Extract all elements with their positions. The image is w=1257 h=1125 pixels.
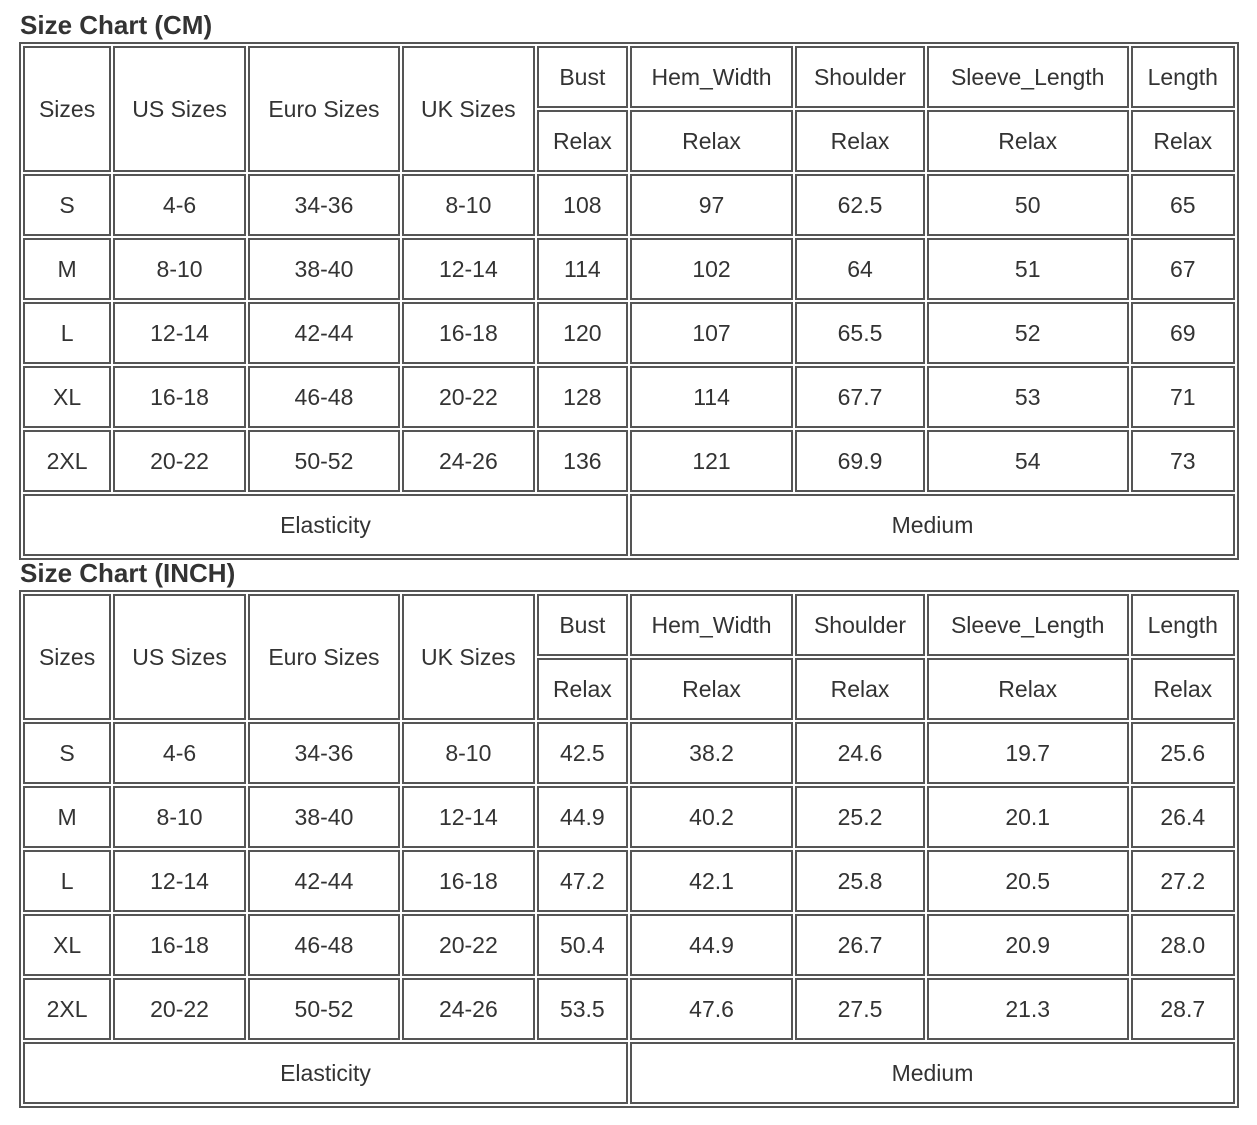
cell-hem-width: 38.2 (630, 722, 793, 784)
header-hem-width: Hem_Width (630, 46, 793, 108)
cell-bust: 120 (537, 302, 628, 364)
cell-size: 2XL (23, 430, 111, 492)
header-sleeve-length: Sleeve_Length (927, 594, 1129, 656)
cell-shoulder: 62.5 (795, 174, 925, 236)
cell-hem-width: 97 (630, 174, 793, 236)
cell-euro-size: 46-48 (248, 366, 400, 428)
cell-size: M (23, 786, 111, 848)
fit-hem-width: Relax (630, 110, 793, 172)
cell-length: 71 (1131, 366, 1235, 428)
cell-bust: 114 (537, 238, 628, 300)
footer-row (23, 1042, 1235, 1104)
cell-uk-size: 12-14 (402, 786, 535, 848)
cell-us-size: 8-10 (113, 238, 246, 300)
cell-uk-size: 24-26 (402, 978, 535, 1040)
cell-length: 69 (1131, 302, 1235, 364)
header-us-sizes: US Sizes (113, 46, 246, 172)
fit-length: Relax (1131, 110, 1235, 172)
cell-size: XL (23, 914, 111, 976)
header-row (23, 46, 1235, 108)
table-row (23, 978, 1235, 1040)
footer-row (23, 494, 1235, 556)
cell-euro-size: 50-52 (248, 978, 400, 1040)
cell-bust: 128 (537, 366, 628, 428)
cell-length: 73 (1131, 430, 1235, 492)
fit-sleeve-length: Relax (927, 658, 1129, 720)
fit-bust: Relax (537, 658, 628, 720)
size-table (19, 590, 1239, 1108)
header-uk-sizes: UK Sizes (402, 46, 535, 172)
size-chart-inch (19, 556, 1239, 1108)
header-sleeve-length: Sleeve_Length (927, 46, 1129, 108)
cell-shoulder: 65.5 (795, 302, 925, 364)
table-row (23, 430, 1235, 492)
table-row (23, 174, 1235, 236)
cell-euro-size: 50-52 (248, 430, 400, 492)
cell-shoulder: 24.6 (795, 722, 925, 784)
header-shoulder: Shoulder (795, 594, 925, 656)
cell-hem-width: 121 (630, 430, 793, 492)
header-bust: Bust (537, 594, 628, 656)
header-shoulder: Shoulder (795, 46, 925, 108)
cell-uk-size: 20-22 (402, 914, 535, 976)
cell-hem-width: 40.2 (630, 786, 793, 848)
cell-size: S (23, 722, 111, 784)
cell-euro-size: 38-40 (248, 786, 400, 848)
cell-shoulder: 25.8 (795, 850, 925, 912)
fit-hem-width: Relax (630, 658, 793, 720)
cell-uk-size: 20-22 (402, 366, 535, 428)
cell-shoulder: 67.7 (795, 366, 925, 428)
cell-length: 65 (1131, 174, 1235, 236)
cell-size: M (23, 238, 111, 300)
cell-length: 28.7 (1131, 978, 1235, 1040)
cell-sleeve-length: 20.9 (927, 914, 1129, 976)
header-uk-sizes: UK Sizes (402, 594, 535, 720)
cell-us-size: 20-22 (113, 978, 246, 1040)
cell-uk-size: 24-26 (402, 430, 535, 492)
cell-bust: 47.2 (537, 850, 628, 912)
header-length: Length (1131, 46, 1235, 108)
header-row (23, 594, 1235, 656)
cell-uk-size: 8-10 (402, 174, 535, 236)
cell-hem-width: 107 (630, 302, 793, 364)
cell-shoulder: 27.5 (795, 978, 925, 1040)
cell-bust: 136 (537, 430, 628, 492)
cell-length: 28.0 (1131, 914, 1235, 976)
table-row (23, 850, 1235, 912)
cell-euro-size: 34-36 (248, 174, 400, 236)
cell-us-size: 12-14 (113, 850, 246, 912)
table-row (23, 914, 1235, 976)
cell-sleeve-length: 21.3 (927, 978, 1129, 1040)
cell-uk-size: 8-10 (402, 722, 535, 784)
cell-euro-size: 42-44 (248, 302, 400, 364)
cell-size: 2XL (23, 978, 111, 1040)
cell-sleeve-length: 19.7 (927, 722, 1129, 784)
cell-size: L (23, 302, 111, 364)
cell-sleeve-length: 53 (927, 366, 1129, 428)
cell-hem-width: 47.6 (630, 978, 793, 1040)
cell-euro-size: 34-36 (248, 722, 400, 784)
cell-length: 67 (1131, 238, 1235, 300)
fit-sleeve-length: Relax (927, 110, 1129, 172)
cell-us-size: 16-18 (113, 366, 246, 428)
chart-title: Size Chart (INCH) (20, 558, 236, 588)
cell-bust: 53.5 (537, 978, 628, 1040)
cell-us-size: 20-22 (113, 430, 246, 492)
cell-uk-size: 16-18 (402, 850, 535, 912)
cell-us-size: 4-6 (113, 174, 246, 236)
cell-size: L (23, 850, 111, 912)
header-euro-sizes: Euro Sizes (248, 46, 400, 172)
header-sizes: Sizes (23, 594, 111, 720)
cell-us-size: 16-18 (113, 914, 246, 976)
table-row (23, 366, 1235, 428)
elasticity-label: Elasticity (23, 494, 628, 556)
cell-sleeve-length: 54 (927, 430, 1129, 492)
cell-sleeve-length: 52 (927, 302, 1129, 364)
cell-sleeve-length: 51 (927, 238, 1129, 300)
cell-sleeve-length: 20.1 (927, 786, 1129, 848)
cell-uk-size: 16-18 (402, 302, 535, 364)
cell-us-size: 12-14 (113, 302, 246, 364)
cell-bust: 50.4 (537, 914, 628, 976)
table-row (23, 302, 1235, 364)
cell-euro-size: 46-48 (248, 914, 400, 976)
cell-bust: 108 (537, 174, 628, 236)
fit-length: Relax (1131, 658, 1235, 720)
fit-shoulder: Relax (795, 658, 925, 720)
cell-length: 27.2 (1131, 850, 1235, 912)
cell-shoulder: 26.7 (795, 914, 925, 976)
header-us-sizes: US Sizes (113, 594, 246, 720)
chart-title: Size Chart (CM) (20, 10, 213, 40)
cell-sleeve-length: 50 (927, 174, 1129, 236)
cell-size: S (23, 174, 111, 236)
cell-hem-width: 114 (630, 366, 793, 428)
table-row (23, 786, 1235, 848)
table-row (23, 238, 1235, 300)
cell-euro-size: 42-44 (248, 850, 400, 912)
elasticity-label: Elasticity (23, 1042, 628, 1104)
elasticity-value: Medium (630, 1042, 1235, 1104)
cell-shoulder: 69.9 (795, 430, 925, 492)
cell-bust: 42.5 (537, 722, 628, 784)
cell-length: 25.6 (1131, 722, 1235, 784)
size-chart-cm (19, 8, 1239, 560)
fit-shoulder: Relax (795, 110, 925, 172)
header-euro-sizes: Euro Sizes (248, 594, 400, 720)
elasticity-value: Medium (630, 494, 1235, 556)
cell-size: XL (23, 366, 111, 428)
fit-bust: Relax (537, 110, 628, 172)
cell-hem-width: 44.9 (630, 914, 793, 976)
header-length: Length (1131, 594, 1235, 656)
cell-sleeve-length: 20.5 (927, 850, 1129, 912)
cell-hem-width: 102 (630, 238, 793, 300)
header-hem-width: Hem_Width (630, 594, 793, 656)
table-row (23, 722, 1235, 784)
cell-uk-size: 12-14 (402, 238, 535, 300)
cell-bust: 44.9 (537, 786, 628, 848)
header-bust: Bust (537, 46, 628, 108)
size-table (19, 42, 1239, 560)
header-sizes: Sizes (23, 46, 111, 172)
cell-us-size: 4-6 (113, 722, 246, 784)
cell-hem-width: 42.1 (630, 850, 793, 912)
cell-us-size: 8-10 (113, 786, 246, 848)
cell-length: 26.4 (1131, 786, 1235, 848)
cell-shoulder: 25.2 (795, 786, 925, 848)
cell-shoulder: 64 (795, 238, 925, 300)
cell-euro-size: 38-40 (248, 238, 400, 300)
